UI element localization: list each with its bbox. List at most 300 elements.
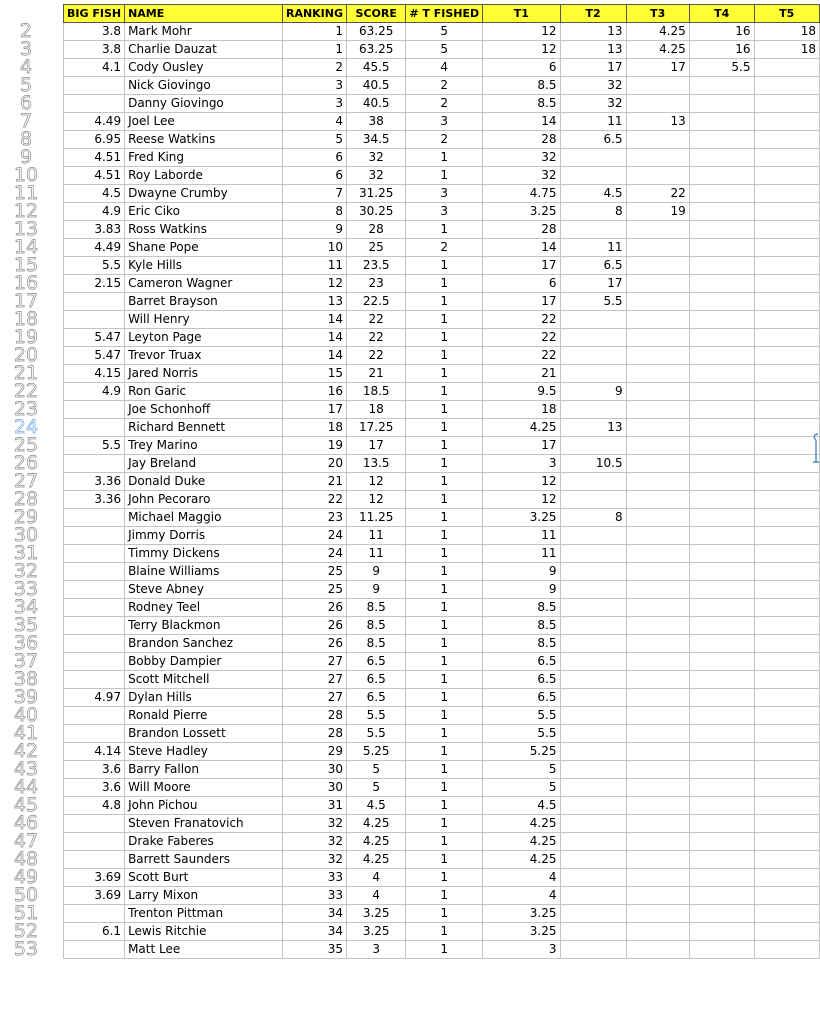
cell-t2[interactable] (560, 653, 626, 671)
cell-t3[interactable] (626, 725, 689, 743)
cell-score[interactable]: 40.5 (347, 95, 406, 113)
cell-tournaments-fished[interactable]: 1 (406, 365, 483, 383)
cell-t2[interactable] (560, 329, 626, 347)
cell-ranking[interactable]: 14 (282, 347, 346, 365)
cell-t2[interactable] (560, 563, 626, 581)
cell-t5[interactable] (754, 869, 819, 887)
cell-t4[interactable] (689, 383, 754, 401)
cell-t3[interactable] (626, 833, 689, 851)
cell-t1[interactable]: 5.5 (483, 707, 560, 725)
cell-t5[interactable] (754, 671, 819, 689)
cell-score[interactable]: 4 (347, 887, 406, 905)
cell-t3[interactable] (626, 491, 689, 509)
row-number[interactable]: 40 (13, 704, 39, 726)
cell-t4[interactable] (689, 419, 754, 437)
cell-t4[interactable] (689, 617, 754, 635)
cell-t3[interactable] (626, 455, 689, 473)
row-number[interactable]: 48 (13, 848, 39, 870)
cell-t1[interactable]: 8.5 (483, 599, 560, 617)
cell-ranking[interactable]: 4 (282, 113, 346, 131)
cell-tournaments-fished[interactable]: 2 (406, 95, 483, 113)
cell-t2[interactable] (560, 581, 626, 599)
cell-big-fish[interactable]: 5.47 (64, 329, 125, 347)
cell-name[interactable]: Larry Mixon (125, 887, 283, 905)
cell-score[interactable]: 38 (347, 113, 406, 131)
cell-t4[interactable] (689, 581, 754, 599)
cell-tournaments-fished[interactable]: 1 (406, 383, 483, 401)
cell-ranking[interactable]: 22 (282, 491, 346, 509)
cell-name[interactable]: Jay Breland (125, 455, 283, 473)
cell-t5[interactable] (754, 725, 819, 743)
cell-name[interactable]: Rodney Teel (125, 599, 283, 617)
cell-ranking[interactable]: 13 (282, 293, 346, 311)
cell-score[interactable]: 17 (347, 437, 406, 455)
cell-tournaments-fished[interactable]: 1 (406, 473, 483, 491)
cell-big-fish[interactable] (64, 833, 125, 851)
cell-t2[interactable] (560, 869, 626, 887)
cell-ranking[interactable]: 31 (282, 797, 346, 815)
cell-t3[interactable] (626, 311, 689, 329)
cell-ranking[interactable]: 27 (282, 653, 346, 671)
cell-ranking[interactable]: 27 (282, 689, 346, 707)
cell-t1[interactable]: 17 (483, 257, 560, 275)
row-number[interactable]: 9 (19, 146, 33, 168)
cell-score[interactable]: 22.5 (347, 293, 406, 311)
cell-t5[interactable] (754, 473, 819, 491)
cell-big-fish[interactable]: 4.5 (64, 185, 125, 203)
cell-score[interactable]: 8.5 (347, 617, 406, 635)
cell-t5[interactable] (754, 599, 819, 617)
cell-t3[interactable] (626, 293, 689, 311)
cell-ranking[interactable]: 25 (282, 563, 346, 581)
cell-ranking[interactable]: 34 (282, 923, 346, 941)
cell-t3[interactable] (626, 347, 689, 365)
cell-t4[interactable] (689, 311, 754, 329)
cell-tournaments-fished[interactable]: 3 (406, 185, 483, 203)
cell-t3[interactable] (626, 581, 689, 599)
cell-name[interactable]: Kyle Hills (125, 257, 283, 275)
cell-ranking[interactable]: 24 (282, 527, 346, 545)
cell-score[interactable]: 12 (347, 491, 406, 509)
cell-name[interactable]: Cody Ousley (125, 59, 283, 77)
cell-t4[interactable] (689, 95, 754, 113)
cell-tournaments-fished[interactable]: 1 (406, 707, 483, 725)
cell-t1[interactable]: 14 (483, 113, 560, 131)
row-number[interactable]: 7 (19, 110, 33, 132)
cell-score[interactable]: 5 (347, 761, 406, 779)
row-number[interactable]: 50 (13, 884, 39, 906)
cell-big-fish[interactable] (64, 563, 125, 581)
cell-ranking[interactable]: 18 (282, 419, 346, 437)
cell-t1[interactable]: 9 (483, 581, 560, 599)
cell-t1[interactable]: 12 (483, 41, 560, 59)
cell-t4[interactable] (689, 635, 754, 653)
cell-score[interactable]: 28 (347, 221, 406, 239)
cell-big-fish[interactable]: 4.8 (64, 797, 125, 815)
cell-t3[interactable] (626, 401, 689, 419)
row-number[interactable]: 21 (13, 362, 39, 384)
cell-t1[interactable]: 28 (483, 221, 560, 239)
cell-t2[interactable] (560, 491, 626, 509)
cell-ranking[interactable]: 14 (282, 329, 346, 347)
cell-score[interactable]: 8.5 (347, 599, 406, 617)
header-t2[interactable]: T2 (560, 5, 626, 23)
cell-t4[interactable]: 16 (689, 41, 754, 59)
cell-name[interactable]: Timmy Dickens (125, 545, 283, 563)
cell-score[interactable]: 17.25 (347, 419, 406, 437)
cell-name[interactable]: Brandon Lossett (125, 725, 283, 743)
cell-tournaments-fished[interactable]: 1 (406, 761, 483, 779)
cell-score[interactable]: 30.25 (347, 203, 406, 221)
cell-t5[interactable] (754, 59, 819, 77)
cell-ranking[interactable]: 20 (282, 455, 346, 473)
cell-tournaments-fished[interactable]: 1 (406, 617, 483, 635)
cell-t3[interactable] (626, 887, 689, 905)
cell-tournaments-fished[interactable]: 1 (406, 725, 483, 743)
row-number[interactable]: 35 (13, 614, 39, 636)
cell-big-fish[interactable]: 4.1 (64, 59, 125, 77)
cell-score[interactable]: 4.5 (347, 797, 406, 815)
row-number[interactable]: 14 (13, 236, 39, 258)
cell-t1[interactable]: 6.5 (483, 671, 560, 689)
cell-t2[interactable] (560, 365, 626, 383)
cell-t1[interactable]: 3.25 (483, 509, 560, 527)
cell-t4[interactable] (689, 545, 754, 563)
cell-score[interactable]: 11 (347, 545, 406, 563)
cell-big-fish[interactable]: 4.51 (64, 167, 125, 185)
cell-t4[interactable] (689, 527, 754, 545)
header-name[interactable]: NAME (125, 5, 283, 23)
cell-t2[interactable] (560, 311, 626, 329)
row-number[interactable]: 39 (13, 686, 39, 708)
cell-big-fish[interactable]: 3.36 (64, 473, 125, 491)
cell-t1[interactable]: 4 (483, 869, 560, 887)
row-number[interactable]: 25 (13, 434, 39, 456)
cell-score[interactable]: 4 (347, 869, 406, 887)
cell-t4[interactable] (689, 113, 754, 131)
cell-t5[interactable] (754, 797, 819, 815)
cell-t3[interactable] (626, 509, 689, 527)
cell-t5[interactable] (754, 221, 819, 239)
row-number[interactable]: 29 (13, 506, 39, 528)
cell-name[interactable]: Danny Giovingo (125, 95, 283, 113)
cell-ranking[interactable]: 2 (282, 59, 346, 77)
row-number[interactable]: 49 (13, 866, 39, 888)
cell-ranking[interactable]: 34 (282, 905, 346, 923)
cell-t2[interactable] (560, 743, 626, 761)
cell-t4[interactable] (689, 689, 754, 707)
cell-big-fish[interactable]: 4.9 (64, 203, 125, 221)
cell-tournaments-fished[interactable]: 1 (406, 869, 483, 887)
cell-t4[interactable] (689, 599, 754, 617)
cell-t2[interactable] (560, 797, 626, 815)
cell-tournaments-fished[interactable]: 1 (406, 257, 483, 275)
cell-t3[interactable] (626, 671, 689, 689)
header-tournaments-fished[interactable]: # T FISHED (406, 5, 483, 23)
cell-name[interactable]: Nick Giovingo (125, 77, 283, 95)
cell-t1[interactable]: 4.25 (483, 815, 560, 833)
cell-big-fish[interactable]: 6.1 (64, 923, 125, 941)
cell-t5[interactable] (754, 257, 819, 275)
cell-t2[interactable]: 5.5 (560, 293, 626, 311)
cell-name[interactable]: Matt Lee (125, 941, 283, 959)
cell-t1[interactable]: 3.25 (483, 923, 560, 941)
cell-t3[interactable] (626, 869, 689, 887)
cell-score[interactable]: 3.25 (347, 923, 406, 941)
cell-t4[interactable] (689, 239, 754, 257)
cell-t2[interactable] (560, 617, 626, 635)
cell-t2[interactable] (560, 167, 626, 185)
cell-ranking[interactable]: 32 (282, 815, 346, 833)
row-number[interactable]: 46 (13, 812, 39, 834)
cell-tournaments-fished[interactable]: 1 (406, 221, 483, 239)
cell-tournaments-fished[interactable]: 1 (406, 491, 483, 509)
row-number[interactable]: 36 (13, 632, 39, 654)
cell-tournaments-fished[interactable]: 1 (406, 437, 483, 455)
cell-ranking[interactable]: 32 (282, 833, 346, 851)
cell-t1[interactable]: 6 (483, 275, 560, 293)
cell-score[interactable]: 3 (347, 941, 406, 959)
cell-t4[interactable] (689, 869, 754, 887)
cell-t2[interactable]: 6.5 (560, 131, 626, 149)
cell-ranking[interactable]: 28 (282, 725, 346, 743)
cell-t1[interactable]: 3.25 (483, 203, 560, 221)
cell-t4[interactable] (689, 257, 754, 275)
cell-name[interactable]: Donald Duke (125, 473, 283, 491)
cell-ranking[interactable]: 12 (282, 275, 346, 293)
cell-tournaments-fished[interactable]: 5 (406, 23, 483, 41)
cell-score[interactable]: 25 (347, 239, 406, 257)
cell-name[interactable]: Cameron Wagner (125, 275, 283, 293)
cell-score[interactable]: 45.5 (347, 59, 406, 77)
cell-ranking[interactable]: 5 (282, 131, 346, 149)
row-number[interactable]: 22 (13, 380, 39, 402)
cell-name[interactable]: Steven Franatovich (125, 815, 283, 833)
row-number[interactable]: 41 (13, 722, 39, 744)
cell-name[interactable]: Drake Faberes (125, 833, 283, 851)
cell-t5[interactable] (754, 239, 819, 257)
cell-t3[interactable]: 4.25 (626, 41, 689, 59)
cell-t4[interactable] (689, 563, 754, 581)
cell-tournaments-fished[interactable]: 1 (406, 149, 483, 167)
cell-tournaments-fished[interactable]: 1 (406, 797, 483, 815)
cell-t3[interactable] (626, 905, 689, 923)
cell-t2[interactable] (560, 725, 626, 743)
cell-t4[interactable] (689, 473, 754, 491)
cell-t5[interactable] (754, 347, 819, 365)
cell-name[interactable]: Ronald Pierre (125, 707, 283, 725)
cell-t2[interactable] (560, 221, 626, 239)
cell-t3[interactable] (626, 815, 689, 833)
cell-t3[interactable]: 13 (626, 113, 689, 131)
cell-t2[interactable] (560, 473, 626, 491)
cell-t5[interactable] (754, 311, 819, 329)
cell-t1[interactable]: 5 (483, 761, 560, 779)
cell-t3[interactable]: 17 (626, 59, 689, 77)
cell-t3[interactable] (626, 527, 689, 545)
cell-tournaments-fished[interactable]: 1 (406, 455, 483, 473)
cell-t2[interactable]: 32 (560, 95, 626, 113)
row-number[interactable]: 8 (19, 128, 33, 150)
cell-big-fish[interactable] (64, 95, 125, 113)
cell-tournaments-fished[interactable]: 1 (406, 851, 483, 869)
cell-big-fish[interactable]: 4.49 (64, 113, 125, 131)
cell-big-fish[interactable] (64, 581, 125, 599)
cell-t1[interactable]: 12 (483, 491, 560, 509)
row-number[interactable]: 53 (13, 938, 39, 960)
cell-t5[interactable] (754, 275, 819, 293)
cell-t2[interactable] (560, 815, 626, 833)
cell-score[interactable]: 23 (347, 275, 406, 293)
cell-score[interactable]: 23.5 (347, 257, 406, 275)
cell-t5[interactable] (754, 689, 819, 707)
cell-tournaments-fished[interactable]: 5 (406, 41, 483, 59)
cell-t3[interactable] (626, 635, 689, 653)
cell-t1[interactable]: 5 (483, 779, 560, 797)
cell-tournaments-fished[interactable]: 1 (406, 545, 483, 563)
cell-t1[interactable]: 22 (483, 311, 560, 329)
cell-t3[interactable] (626, 743, 689, 761)
cell-big-fish[interactable] (64, 599, 125, 617)
cell-ranking[interactable]: 11 (282, 257, 346, 275)
cell-score[interactable]: 12 (347, 473, 406, 491)
cell-t3[interactable] (626, 239, 689, 257)
cell-t1[interactable]: 22 (483, 329, 560, 347)
row-number[interactable]: 45 (13, 794, 39, 816)
cell-t5[interactable] (754, 203, 819, 221)
cell-t3[interactable] (626, 599, 689, 617)
cell-t1[interactable]: 5.5 (483, 725, 560, 743)
cell-score[interactable]: 4.25 (347, 851, 406, 869)
cell-t4[interactable] (689, 941, 754, 959)
row-number[interactable]: 27 (13, 470, 39, 492)
cell-t1[interactable]: 6.5 (483, 653, 560, 671)
cell-tournaments-fished[interactable]: 1 (406, 815, 483, 833)
cell-t3[interactable] (626, 167, 689, 185)
cell-t4[interactable] (689, 797, 754, 815)
header-big-fish[interactable]: BIG FISH (64, 5, 125, 23)
cell-score[interactable]: 18.5 (347, 383, 406, 401)
cell-ranking[interactable]: 14 (282, 311, 346, 329)
cell-t1[interactable]: 4.25 (483, 419, 560, 437)
cell-t2[interactable] (560, 851, 626, 869)
row-number[interactable]: 33 (13, 578, 39, 600)
row-number[interactable]: 2 (19, 20, 33, 42)
cell-ranking[interactable]: 21 (282, 473, 346, 491)
cell-t2[interactable]: 4.5 (560, 185, 626, 203)
cell-t1[interactable]: 32 (483, 149, 560, 167)
cell-t5[interactable] (754, 329, 819, 347)
cell-big-fish[interactable] (64, 941, 125, 959)
cell-t4[interactable] (689, 923, 754, 941)
cell-big-fish[interactable]: 4.15 (64, 365, 125, 383)
cell-big-fish[interactable]: 5.47 (64, 347, 125, 365)
cell-score[interactable]: 5.25 (347, 743, 406, 761)
cell-t5[interactable] (754, 905, 819, 923)
cell-ranking[interactable]: 23 (282, 509, 346, 527)
cell-t4[interactable] (689, 761, 754, 779)
cell-t1[interactable]: 6.5 (483, 689, 560, 707)
cell-score[interactable]: 4.25 (347, 833, 406, 851)
row-number[interactable]: 44 (13, 776, 39, 798)
cell-score[interactable]: 18 (347, 401, 406, 419)
cell-score[interactable]: 5.5 (347, 725, 406, 743)
cell-ranking[interactable]: 10 (282, 239, 346, 257)
cell-score[interactable]: 6.5 (347, 671, 406, 689)
cell-t5[interactable] (754, 941, 819, 959)
row-number[interactable]: 12 (13, 200, 39, 222)
cell-t4[interactable] (689, 743, 754, 761)
cell-big-fish[interactable]: 4.9 (64, 383, 125, 401)
cell-t4[interactable] (689, 329, 754, 347)
cell-t2[interactable] (560, 887, 626, 905)
cell-t1[interactable]: 8.5 (483, 77, 560, 95)
cell-t1[interactable]: 14 (483, 239, 560, 257)
cell-t5[interactable] (754, 401, 819, 419)
cell-t5[interactable] (754, 95, 819, 113)
cell-t4[interactable] (689, 851, 754, 869)
cell-t2[interactable] (560, 347, 626, 365)
cell-name[interactable]: Trevor Truax (125, 347, 283, 365)
cell-score[interactable]: 63.25 (347, 41, 406, 59)
cell-t4[interactable] (689, 455, 754, 473)
cell-tournaments-fished[interactable]: 1 (406, 689, 483, 707)
cell-t2[interactable] (560, 833, 626, 851)
cell-t3[interactable] (626, 257, 689, 275)
cell-name[interactable]: Will Henry (125, 311, 283, 329)
cell-t2[interactable] (560, 149, 626, 167)
cell-t2[interactable] (560, 545, 626, 563)
cell-t4[interactable] (689, 131, 754, 149)
row-number[interactable]: 30 (13, 524, 39, 546)
cell-t4[interactable] (689, 491, 754, 509)
cell-ranking[interactable]: 6 (282, 167, 346, 185)
cell-ranking[interactable]: 35 (282, 941, 346, 959)
cell-t3[interactable] (626, 707, 689, 725)
cell-big-fish[interactable] (64, 671, 125, 689)
cell-score[interactable]: 6.5 (347, 689, 406, 707)
cell-t3[interactable]: 4.25 (626, 23, 689, 41)
cell-ranking[interactable]: 25 (282, 581, 346, 599)
cell-t1[interactable]: 6 (483, 59, 560, 77)
cell-t2[interactable]: 11 (560, 113, 626, 131)
row-number[interactable]: 5 (19, 74, 33, 96)
cell-big-fish[interactable] (64, 815, 125, 833)
cell-big-fish[interactable]: 3.83 (64, 221, 125, 239)
cell-name[interactable]: Mark Mohr (125, 23, 283, 41)
cell-big-fish[interactable]: 2.15 (64, 275, 125, 293)
cell-score[interactable]: 32 (347, 149, 406, 167)
cell-t3[interactable] (626, 275, 689, 293)
cell-t2[interactable]: 10.5 (560, 455, 626, 473)
cell-name[interactable]: Ron Garic (125, 383, 283, 401)
cell-name[interactable]: Terry Blackmon (125, 617, 283, 635)
cell-t2[interactable]: 8 (560, 203, 626, 221)
cell-big-fish[interactable] (64, 707, 125, 725)
cell-big-fish[interactable]: 3.6 (64, 779, 125, 797)
cell-t2[interactable] (560, 599, 626, 617)
header-t3[interactable]: T3 (626, 5, 689, 23)
cell-t1[interactable]: 17 (483, 293, 560, 311)
cell-score[interactable]: 32 (347, 167, 406, 185)
cell-big-fish[interactable] (64, 635, 125, 653)
cell-name[interactable]: Blaine Williams (125, 563, 283, 581)
cell-t3[interactable] (626, 689, 689, 707)
cell-t5[interactable] (754, 185, 819, 203)
cell-score[interactable]: 8.5 (347, 635, 406, 653)
row-number[interactable]: 37 (13, 650, 39, 672)
cell-t3[interactable] (626, 383, 689, 401)
